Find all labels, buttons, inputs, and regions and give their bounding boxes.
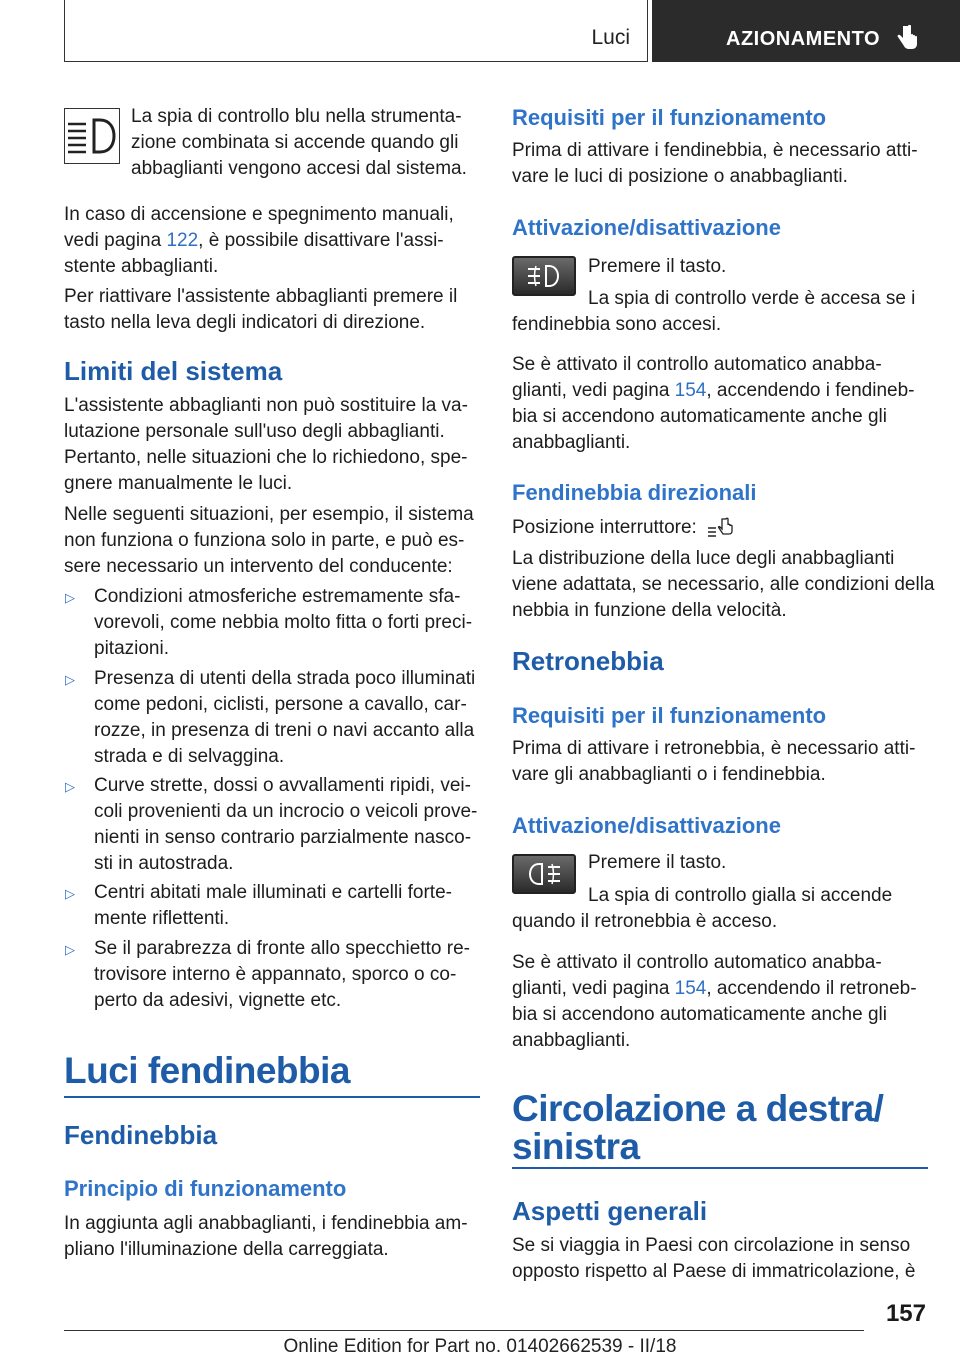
header-frame [64, 0, 648, 62]
hand-pointer-icon [896, 24, 918, 50]
list-item: Presenza di utenti della strada poco illuminati come pedoni, ciclisti, persone a cavallo, car‐ rozze, in presenza di treni o navi accanto alla strada e di selvaggina. [94, 668, 476, 767]
list-item: Centri abitati male illuminati e cartelli forte‐ mente riflettenti. [94, 882, 452, 929]
paragraph-reactivate: Per riattivare l'assistente abbaglianti premere il tasto nella leva degli indicatori di direzione. [64, 286, 458, 333]
paragraph-auto-2: Se è attivato il controllo automatico anabba‐ glianti, vedi pagina 154, accendendo il retroneb‐ bia si accendono automaticamente anche gli anabbaglianti. [512, 952, 917, 1051]
bullet-icon: ▷ [65, 672, 75, 687]
paragraph-limiti: L'assistente abbaglianti non può sostituire la va‐ lutazione personale sull'uso degli abbaglianti. Pertanto, nelle situazioni che lo richiedono, spe‐ gnere manualmente le luci. [64, 395, 468, 494]
footer-rule [64, 1330, 864, 1331]
page-link-154[interactable]: 154 [674, 380, 707, 401]
list-item: Se il parabrezza di fronte allo specchietto re‐ trovisore interno è appannato, sporco o co‐ perto da adesivi, vignette etc. [94, 938, 470, 1011]
paragraph-auto-1: Se è attivato il controllo automatico anabba‐ glianti, vedi pagina 154, accendendo i fendineb‐ bia si accendono automaticamente anche gli anabbaglianti. [512, 354, 915, 453]
paragraph-requisiti-1: Prima di attivare i fendinebbia, è necessario atti‐ vare le luci di posizione o anabbaglianti. [512, 140, 918, 187]
bullet-icon: ▷ [65, 886, 75, 901]
auto-light-switch-icon [706, 516, 736, 540]
list-item: Curve strette, dossi o avvallamenti ripidi, vei‐ coli provenienti da un incrocio o veicoli prove‐ nienti in senso contrario parzialmente nasco‐ sti in autostrada. [94, 775, 478, 874]
switch-position-label: Posizione interruttore: [512, 517, 697, 538]
heading-luci-fendinebbia: Luci fendinebbia [64, 1050, 350, 1091]
heading-retronebbia: Retronebbia [512, 646, 664, 676]
icon-description: La spia di controllo blu nella strumenta‐ zione combinata si accende quando gli abbaglianti vengono accesi dal sistema. [131, 106, 467, 179]
heading-requisiti-1: Requisiti per il funzionamento [512, 105, 827, 130]
heading-rule [512, 1167, 928, 1169]
footer-edition: Online Edition for Part no. 01402662539 - II/18 [283, 1336, 677, 1357]
paragraph-aspetti: Se si viaggia in Paesi con circolazione in senso opposto rispetto al Paese di immatricolazione, è [512, 1235, 916, 1282]
section-title: Luci [591, 26, 630, 49]
paragraph-manual: In caso di accensione e spegnimento manuali, vedi pagina 122, è possibile disattivare l'assi‐ stente abbaglianti. [64, 204, 454, 277]
heading-fendinebbia: Fendinebbia [64, 1120, 218, 1150]
high-beam-assist-icon [64, 108, 120, 164]
bullet-icon: ▷ [65, 779, 75, 794]
heading-attivazione-2: Attivazione/disattivazione [512, 813, 781, 838]
chapter-tab [652, 0, 960, 62]
paragraph-distribuzione: La distribuzione della luce degli anabbaglianti viene adattata, se necessario, alle condizioni della nebbia in funzione della velocità. [512, 548, 935, 621]
paragraph-principio: In aggiunta agli anabbaglianti, i fendinebbia am‐ pliano l'illuminazione della carreggiata. [64, 1213, 468, 1260]
chapter-title: AZIONAMENTO [726, 28, 881, 50]
page-link-122[interactable]: 122 [166, 230, 199, 251]
heading-principio: Principio di funzionamento [64, 1176, 347, 1201]
heading-rule [64, 1096, 480, 1098]
heading-attivazione-1: Attivazione/disattivazione [512, 215, 781, 240]
key2-description: La spia di controllo gialla si accende quando il retronebbia è acceso. [512, 885, 893, 932]
paragraph-requisiti-2: Prima di attivare i retronebbia, è necessario atti‐ vare gli anabbaglianti o i fendinebbia. [512, 738, 916, 785]
page-number: 157 [885, 1300, 926, 1327]
list-item: Condizioni atmosferiche estremamente sfa‐ vorevoli, come nebbia molto fitta o forti preci‐ pitazioni. [94, 586, 473, 659]
heading-direzionali: Fendinebbia direzionali [512, 480, 757, 505]
heading-aspetti: Aspetti generali [512, 1196, 708, 1226]
heading-requisiti-2: Requisiti per il funzionamento [512, 703, 827, 728]
bullet-icon: ▷ [65, 590, 75, 605]
key2-instruction: Premere il tasto. [588, 852, 727, 873]
heading-limiti: Limiti del sistema [64, 356, 283, 386]
bullet-icon: ▷ [65, 942, 75, 957]
heading-circolazione: Circolazione a destra/ sinistra [512, 1088, 884, 1167]
paragraph-situazioni: Nelle seguenti situazioni, per esempio, il sistema non funziona o funziona solo in parte, e può es‐ sere necessario un intervento del conducente: [64, 504, 474, 577]
key1-instruction: Premere il tasto. [588, 256, 727, 277]
page-link-154-b[interactable]: 154 [674, 978, 707, 999]
key1-description: La spia di controllo verde è accesa se i fendinebbia sono accesi. [512, 288, 916, 335]
